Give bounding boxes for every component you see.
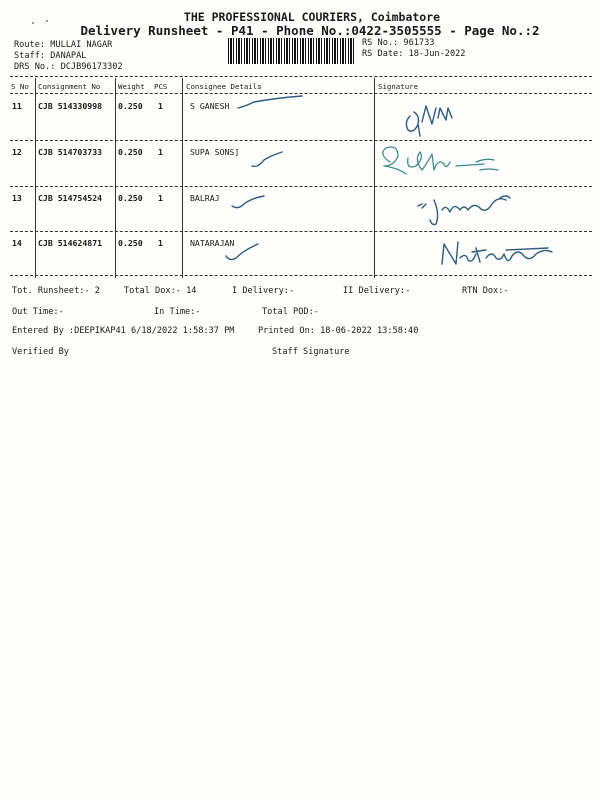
row-pcs: 1 <box>158 238 163 248</box>
row-consignee: SUPA SONS] <box>190 147 240 157</box>
column-header-weight: Weight <box>118 82 145 91</box>
rs-number: RS No.: 961733 <box>362 38 435 48</box>
row-sno: 14 <box>12 238 22 248</box>
column-divider <box>115 78 116 278</box>
total-dox: Total Dox:- 14 <box>124 286 197 296</box>
route-label: Route: MULLAI NAGAR <box>14 40 113 50</box>
row-pcs: 1 <box>158 147 163 157</box>
column-divider <box>182 78 183 278</box>
row-weight: 0.250 <box>118 101 143 111</box>
divider <box>10 76 592 77</box>
row-pcs: 1 <box>158 193 163 203</box>
column-header-sno: S No <box>11 82 29 91</box>
row-divider <box>10 186 592 187</box>
total-runsheet: Tot. Runsheet:- 2 <box>12 286 100 296</box>
row-divider <box>10 231 592 232</box>
tick-mark <box>236 94 306 112</box>
company-title: THE PROFESSIONAL COURIERS, Coimbatore <box>183 10 441 24</box>
column-header-consignment: Consignment No <box>38 82 101 91</box>
staff-label: Staff: DANAPAL <box>14 51 87 61</box>
row-consignment: CJB 514754524 <box>38 193 103 203</box>
column-divider <box>35 78 36 278</box>
rs-date: RS Date: 18-Jun-2022 <box>362 49 466 59</box>
row-consignee: S GANESH <box>190 101 230 111</box>
entered-by: Entered By :DEEPIKAP41 6/18/2022 1:58:37 PM <box>12 326 235 336</box>
verified-by: Verified By <box>12 347 69 357</box>
drs-number: DRS No.: DCJB96173302 <box>14 62 123 72</box>
printed-on: Printed On: 18-06-2022 13:58:40 <box>258 326 419 336</box>
out-time: Out Time:- <box>12 307 64 317</box>
row-pcs: 1 <box>158 101 163 111</box>
signature <box>376 140 516 180</box>
row-weight: 0.250 <box>118 193 143 203</box>
tick-mark <box>224 240 264 264</box>
row-consignment: CJB 514703733 <box>38 147 103 157</box>
in-time: In Time:- <box>154 307 201 317</box>
signature <box>414 190 524 230</box>
row-consignee: NATARAJAN <box>190 238 235 248</box>
row-sno: 13 <box>12 193 22 203</box>
signature <box>400 98 480 138</box>
row-divider <box>10 275 592 276</box>
row-weight: 0.250 <box>118 238 143 248</box>
first-delivery: I Delivery:- <box>232 286 295 296</box>
rtn-dox: RTN Dox:- <box>462 286 509 296</box>
row-consignment: CJB 514624871 <box>38 238 103 248</box>
row-consignee: BALRAJ <box>190 193 220 203</box>
barcode <box>228 38 356 64</box>
tick-mark <box>250 150 290 170</box>
column-header-consignee: Consignee Details <box>186 82 262 91</box>
staff-signature-label: Staff Signature <box>272 347 350 357</box>
tick-mark <box>230 192 270 212</box>
row-weight: 0.250 <box>118 147 143 157</box>
column-header-pcs: PCS <box>154 82 168 91</box>
row-sno: 12 <box>12 147 22 157</box>
second-delivery: II Delivery:- <box>343 286 411 296</box>
row-sno: 11 <box>12 101 22 111</box>
total-pod: Total POD:- <box>262 307 319 317</box>
signature <box>436 234 566 274</box>
column-header-signature: Signature <box>378 82 419 91</box>
row-consignment: CJB 514330998 <box>38 101 103 111</box>
runsheet-subtitle: Delivery Runsheet - P41 - Phone No.:0422-3505555 - Page No.:2 <box>80 23 540 38</box>
column-divider <box>374 78 375 278</box>
